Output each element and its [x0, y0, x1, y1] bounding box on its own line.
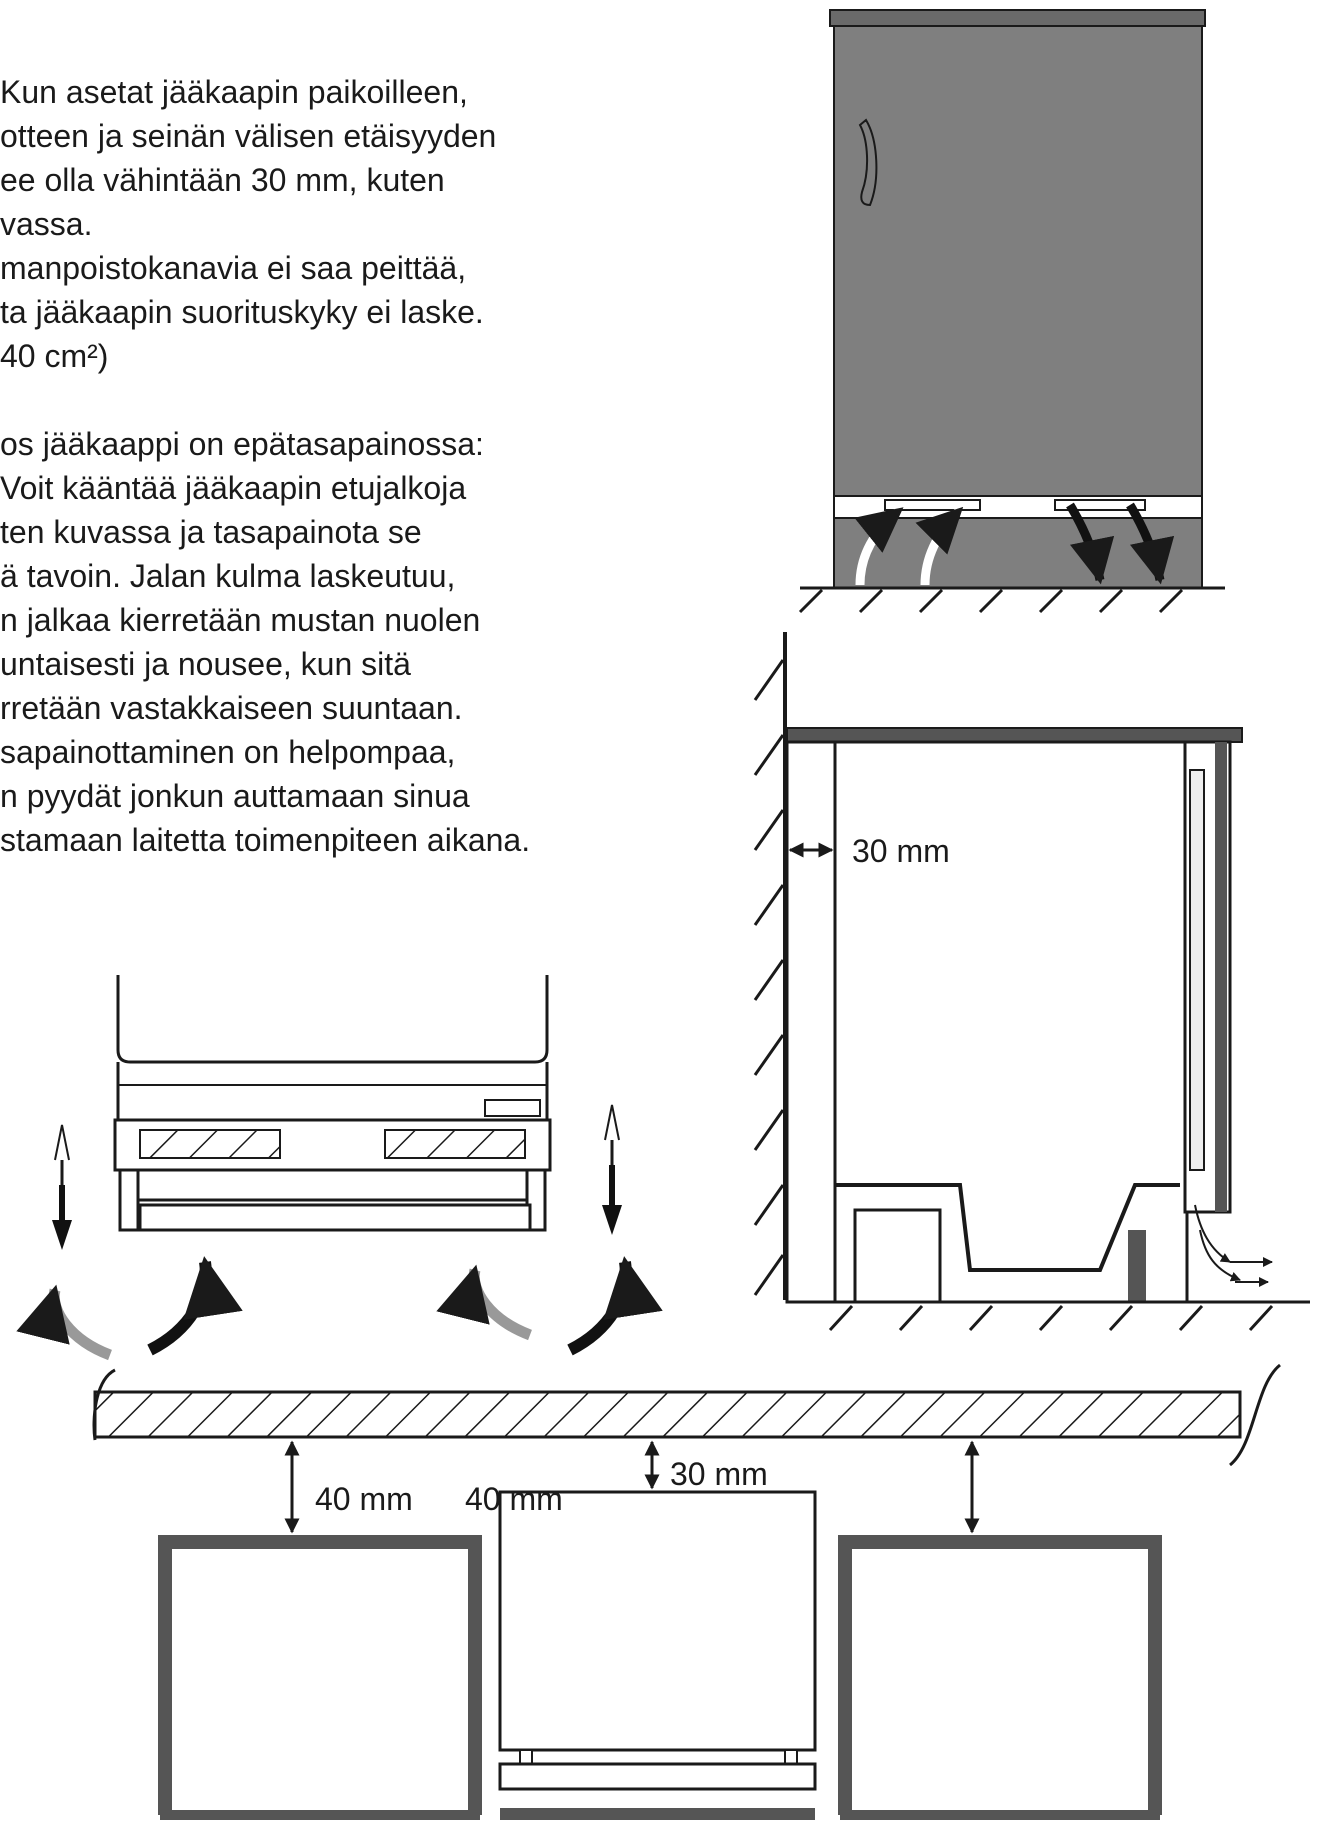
side-gap-label: 30 mm — [852, 833, 950, 869]
text-line: Kun asetat jääkaapin paikoilleen, — [0, 74, 468, 110]
text-line: ä tavoin. Jalan kulma laskeutuu, — [0, 558, 456, 594]
fridge-front-figure — [800, 10, 1225, 612]
text-line: 40 cm²) — [0, 338, 109, 374]
text-line: ta jääkaapin suorituskyky ei laske. — [0, 294, 484, 330]
gap-left-label: 40 mm — [315, 1481, 413, 1517]
rotate-clockwise-icon — [570, 1262, 626, 1350]
countertop-hatched — [95, 1392, 1240, 1437]
text-line: n jalkaa kierretään mustan nuolen — [0, 602, 481, 638]
cabinet-right — [845, 1542, 1155, 1815]
text-line: Voit kääntää jääkaapin etujalkoja — [0, 470, 467, 506]
vent-grille — [140, 1130, 280, 1158]
text-line: ten kuvassa ja tasapainota se — [0, 514, 422, 550]
fridge-side-figure — [755, 632, 1310, 1330]
text-line: untaisesti ja nousee, kun sitä — [0, 646, 411, 682]
vent-grille — [385, 1130, 525, 1158]
text-line: ee olla vähintään 30 mm, kuten — [0, 162, 445, 198]
text-line: rretään vastakkaiseen suuntaan. — [0, 690, 463, 726]
text-line: vassa. — [0, 206, 93, 242]
rotate-counterclockwise-icon — [54, 1290, 110, 1355]
front-foot-left — [120, 1170, 138, 1230]
rotate-clockwise-icon — [150, 1262, 206, 1350]
text-line: os jääkaappi on epätasapainossa: — [0, 426, 484, 462]
fridge-builtin — [500, 1492, 815, 1750]
leveling-feet-figure — [52, 975, 626, 1355]
gap-top-label: 30 mm — [670, 1456, 768, 1492]
text-line: manpoistokanavia ei saa peittää, — [0, 250, 467, 286]
rotate-counterclockwise-icon — [474, 1270, 530, 1335]
built-in-gaps-figure — [94, 1365, 1280, 1820]
text-line: stamaan laitetta toimenpiteen aikana. — [0, 822, 531, 858]
cabinet-left — [165, 1542, 475, 1815]
gap-middle-label: 40 mm — [465, 1481, 563, 1517]
countertop — [787, 728, 1242, 742]
text-line: sapainottaminen on helpompaa, — [0, 734, 456, 770]
text-line: otteen ja seinän välisen etäisyyden — [0, 118, 497, 154]
text-line: n pyydät jonkun auttamaan sinua — [0, 778, 470, 814]
